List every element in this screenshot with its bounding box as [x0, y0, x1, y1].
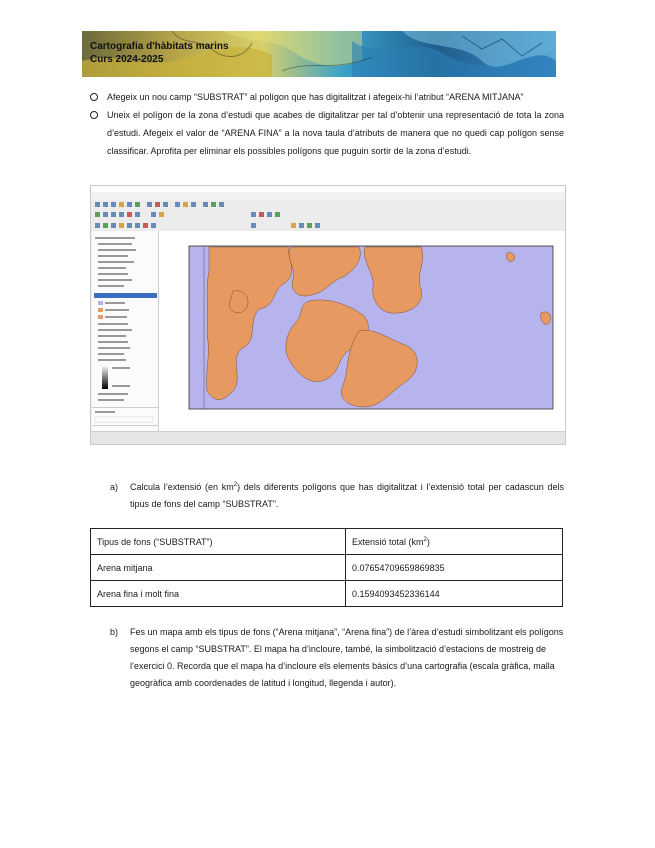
layers-tree [92, 231, 158, 441]
table-row [91, 581, 563, 607]
layers-panel[interactable] [92, 231, 159, 441]
table-row [91, 555, 563, 581]
bullet-text: Uneix el polígon de la zona d’estudi que acabes de digitalitzar per tal d’obtenir una representació de tota la zona d’estudi. Afegeix el valor de “ARENA FINA” a la nova taula d’atributs de manera que no quedi cap polígon sense classificar. Aprofita per eliminar els possibles polígons que puguin sortir de la zona d’estudi. [107, 110, 564, 156]
task-a [110, 479, 564, 513]
list-item [90, 106, 564, 160]
header-banner [82, 31, 556, 77]
substrate-map [159, 231, 565, 431]
instruction-list [90, 88, 564, 160]
bullet-circle-icon [90, 93, 98, 101]
cell-tipus: Arena mitjana [91, 555, 346, 581]
superscript: 2 [233, 482, 238, 488]
list-item [90, 88, 564, 106]
table-header-row [91, 529, 563, 555]
bullet-circle-icon [90, 111, 98, 119]
toolbar-icons [91, 186, 565, 231]
header-title [90, 40, 229, 66]
task-a-text-end: ) dels diferents polígons que has digitalitzat i l’extensió total per cadascun dels tipus de fons del camp “SUBSTRAT”. [130, 482, 564, 509]
header-cell-tipus: Tipus de fons (“SUBSTRAT”) [91, 529, 346, 555]
bullet-text: Afegeix un nou camp “SUBSTRAT” al polígon que has digitalitzat i afegeix-hi l’atribut “ARENA MITJANA” [107, 92, 524, 102]
course-year: Curs 2024-2025 [90, 54, 164, 65]
task-a-text-start: Calcula l’extensió (en km [130, 482, 234, 492]
qgis-screenshot [90, 185, 566, 445]
superscript: 2 [423, 536, 427, 543]
header-extensio-close: ) [426, 536, 430, 547]
header-cell-extensio [346, 529, 563, 555]
task-a-label: a) [110, 482, 119, 492]
substrate-table [90, 528, 563, 607]
cell-tipus: Arena fina i molt fina [91, 581, 346, 607]
header-extensio-text: Extensió total (km [352, 536, 424, 547]
course-title: Cartografia d'hàbitats marins [90, 41, 229, 52]
cell-extensio: 0.07654709659869835 [346, 555, 563, 581]
qgis-statusbar [91, 431, 565, 444]
task-b-text: Fes un mapa amb els tipus de fons (“Arena mitjana”, “Arena fina”) de l’àrea d’estudi simbolitzant els polígons segons el camp “SUBSTRAT”. El mapa ha d’incloure, també, la simbolització d’estacions de mostreig de l’exercici 0. Recorda que el mapa ha d’incloure els elements bàsics d’una cartografia (escala gràfica, malla geogràfica amb coordenades de latitud i longitud, llegenda i autor). [130, 627, 564, 688]
task-a-text [110, 479, 564, 513]
cell-extensio: 0.1594093452336144 [346, 581, 563, 607]
map-canvas[interactable] [159, 231, 565, 431]
task-b [110, 624, 564, 692]
task-b-label: b) [110, 627, 119, 637]
